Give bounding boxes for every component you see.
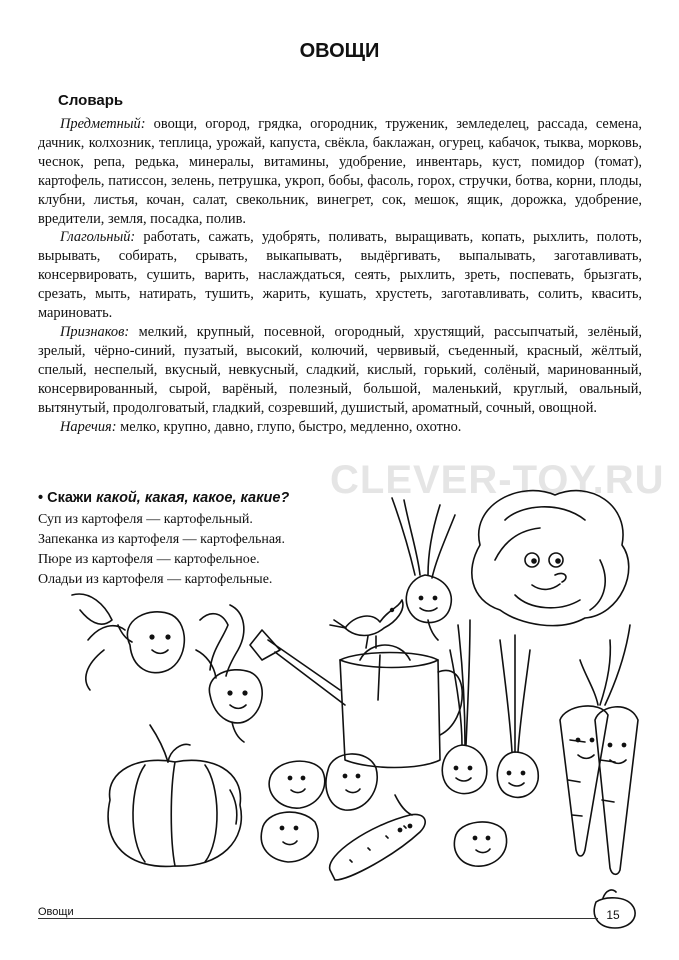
beet-icon — [72, 594, 184, 690]
vocab-adverb-label: Наречия: — [60, 418, 117, 435]
onion-icon — [392, 498, 455, 640]
potato-icon — [261, 754, 506, 866]
example-line: Запеканка из картофеля — картофельная. — [38, 532, 285, 547]
cabbage-icon — [472, 491, 629, 626]
task-bullet: • — [38, 490, 44, 506]
example-line: Оладьи из картофеля — картофельные. — [38, 572, 273, 587]
vocab-attr-text: мелкий, крупный, посевной, огородный, хрустящий, рассыпчатый, зелёный, зрелый, чёрно-синий, пузатый, высокий, колючий, червивый, съеденный, красный, жёлтый, спелый, неспелый, вкусный, невкусный, сладкий, кислый, горький, солёный, маринованный, консервированный, сырой, варёный, полезный, большой, маленький, круглый, овальный, вытянутый, продолговатый, гладкий, созревший, душистый, ароматный, сочный, овощной. — [38, 323, 642, 416]
section-subtitle: Словарь — [58, 92, 124, 109]
onion-icon — [442, 620, 538, 797]
vocab-verb-label: Глагольный: — [60, 229, 136, 246]
task-prefix: Скажи — [47, 490, 97, 506]
vocab-subject-text: овощи, огород, грядка, огородник, труженик, земледелец, рассада, семена, дачник, колхозник, теплица, урожай, капуста, свёкла, баклажан, огурец, кабачок, тыква, морковь, чеснок, репа, редька, минералы, витамины, удобрение, инвентарь, куст, помидор (томат), картофель, патиссон, зелень, петрушка, укроп, бобы, фасоль, горох, стручки, ботва, корни, плоды, клубни, листья, кочан, салат, свекольник, винегрет, сок, мешок, ящик, дорожка, удобрение, вредители, земля, посадка, полив. — [38, 116, 642, 227]
beet-icon — [196, 605, 262, 742]
page-title: ОВОЩИ — [299, 40, 380, 62]
vocab-adverb-text: мелко, крупно, давно, глупо, быстро, медленно, охотно. — [116, 418, 462, 435]
footer-section: Овощи — [38, 906, 74, 918]
bird-icon — [330, 600, 403, 648]
footer-divider — [38, 918, 598, 919]
cucumber-icon — [330, 795, 426, 880]
example-line: Пюре из картофеля — картофельное. — [38, 552, 260, 567]
page-number: 15 — [606, 908, 620, 922]
example-line: Суп из картофеля — картофельный. — [38, 512, 253, 527]
vocab-attr-label: Признаков: — [60, 323, 130, 340]
vocab-verb-text: работать, сажать, удобрять, поливать, выращивать, копать, рыхлить, полоть, вырывать, собирать, срывать, выкапывать, выдёргивать, выпалывать, заготавливать, консервировать, сушить, варить, наслаждаться, сеять, рыхлить, зреть, поспевать, брызгать, срезать, мыть, натирать, тушить, жарить, кушать, хрустеть, заготавливать, солить, квасить, мариновать. — [38, 229, 642, 322]
vocab-subject-label: Предметный: — [60, 116, 146, 132]
watermark: CLEVER-TOY.RU — [330, 458, 665, 502]
pumpkin-icon — [108, 725, 241, 866]
watering-can-icon — [250, 630, 462, 768]
carrot-icon — [560, 625, 638, 874]
task-emphasis: какой, какая, какое, какие? — [96, 490, 290, 506]
